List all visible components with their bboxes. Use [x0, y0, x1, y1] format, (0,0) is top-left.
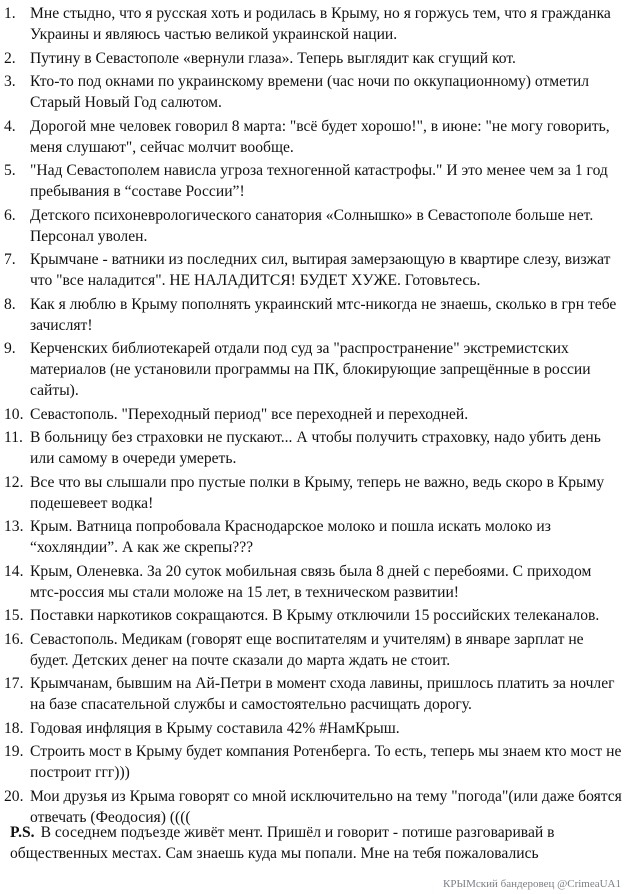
list-item-number: 10.: [4, 405, 24, 423]
list-item-number: 13.: [4, 518, 24, 535]
list-item-text: Крымчанам, бывшим на Ай-Петри в момент схода лавины, пришлось платить за ночлег на базе спасательной службы и самостоятельно расчищать дорогу.: [30, 675, 615, 713]
list-item-text: Строить мост в Крыму будет компания Ротенберга. То есть, теперь мы знаем кто мост не построит ггг))): [30, 743, 622, 781]
list-item-number: 7.: [4, 251, 16, 268]
postscript-text: В соседнем подъезде живёт мент. Пришёл и говорит - потише разговаривай в общественных местах. Сам знаешь куда мы попали. Мне на тебя пожаловались: [10, 824, 555, 862]
list-item-text: Мои друзья из Крыма говорят со мной исключительно на тему "погода"(или даже боятся отвечать (Феодосия) ((((: [30, 787, 622, 826]
list-item-number: 18.: [4, 719, 24, 737]
list-item-text: Все что вы слышали про пустые полки в Крыму, теперь не важно, ведь скоро в Крыму подешевеет водка!: [30, 473, 605, 512]
list-item-number: 16.: [4, 630, 24, 648]
list-item-text: Поставки наркотиков сокращаются. В Крыму отключили 15 российских телеканалов.: [30, 607, 600, 624]
list-item: [4, 427, 624, 469]
list-item: [4, 404, 624, 425]
numbered-list: [4, 3, 624, 830]
list-item-text: Кто-то под окнами по украинскому времени (час ночи по оккупационному) отметил Старый Новый Год салютом.: [30, 73, 590, 111]
list-item-text: Как я люблю в Крыму пополнять украинский мтс-никогда не знаешь, сколько в грн тебе зачислят!: [30, 295, 617, 334]
list-item: [4, 561, 624, 603]
postscript-label: P.S.: [10, 824, 35, 841]
list-item-number: 1.: [4, 5, 16, 22]
list-item-text: В больницу без страховки не пускают... А чтобы получить страховку, надо убить день или самому в очереди умереть.: [30, 429, 601, 467]
list-item-number: 14.: [4, 562, 24, 580]
list-item-text: Дорогой мне человек говорил 8 марта: "всё будет хорошо!", в июне: "не могу говорить, меня слушают", сейчас молчит вообще.: [30, 117, 610, 156]
postscript: [10, 822, 624, 864]
list-item: [4, 205, 624, 247]
list-item: [4, 629, 624, 671]
list-item-number: 20.: [4, 787, 24, 805]
list-item: [4, 718, 624, 739]
list-item: [4, 160, 624, 202]
list-item: [4, 472, 624, 514]
list-item-text: "Над Севастополем нависла угроза техногенной катастрофы." И это менее чем за 1 год пребывания в “составе России”!: [30, 162, 608, 200]
list-item-text: Севастополь. "Переходный период" все переходней и переходней.: [30, 405, 469, 423]
list-item-text: Крым. Ватница попробовала Краснодарское молоко и пошла искать молоко из “хохляндии”. А как же скрепы???: [30, 518, 551, 556]
list-item: [4, 249, 624, 291]
list-item-number: 19.: [4, 743, 24, 760]
list-item-number: 17.: [4, 675, 24, 692]
list-item-text: Севастополь. Медикам (говорят еще воспитателям и учителям) в январе зарплат не будет. Детских денег на почте сказали до марта ждать не стоит.: [30, 630, 584, 669]
list-item-number: 4.: [4, 117, 16, 135]
list-item-number: 9.: [4, 340, 16, 357]
list-item-text: Крымчане - ватники из последних сил, вытирая замерзающую в квартире слезу, визжат что "все наладится". НЕ НАЛАДИТСЯ! БУДЕТ ХУЖЕ. Готовьтесь.: [30, 251, 611, 289]
list-item: [4, 516, 624, 558]
list-item: [4, 294, 624, 336]
list-item-text: Годовая инфляция в Крыму составила 42% #НамКрыш.: [30, 719, 400, 737]
list-item-text: Керченских библиотекарей отдали под суд за "распространение" экстремистских материалов (не установили программы на ПК, блокирующие запрещённые в россии сайты).: [30, 340, 591, 399]
list-item-text: Мне стыдно, что я русская хоть и родилась в Крыму, но я горжусь тем, что я гражданка Украины и являюсь частью великой украинской нации.: [30, 5, 611, 43]
list-item-number: 12.: [4, 473, 24, 491]
list-item-text: Детского психоневрологического санатория «Солнышко» в Севастополе больше нет. Персонал уволен.: [30, 206, 594, 245]
list-item-number: 6.: [4, 206, 16, 224]
list-item: [4, 71, 624, 113]
list-item: [4, 673, 624, 715]
list-item: [4, 605, 624, 626]
list-item: [4, 116, 624, 158]
list-item-number: 2.: [4, 49, 16, 67]
list-item-text: Крым, Оленевка. За 20 суток мобильная связь была 8 дней с перебоями. С приходом мтс-россия мы стали моложе на 15 лет, в техническом развитии!: [30, 562, 592, 601]
list-item: [4, 741, 624, 783]
list-item-text: Путину в Севастополе «вернули глаза». Теперь выглядит как сгущий кот.: [30, 49, 516, 67]
list-item-number: 5.: [4, 162, 16, 179]
list-item-number: 3.: [4, 73, 16, 90]
list-item: [4, 48, 624, 69]
list-item: [4, 3, 624, 45]
list-item: [4, 338, 624, 401]
list-item-number: 15.: [4, 607, 24, 624]
list-item-number: 11.: [4, 429, 23, 446]
watermark: КРЫМский бандеровец @CrimeaUA1: [443, 878, 621, 890]
list-item-number: 8.: [4, 295, 16, 313]
